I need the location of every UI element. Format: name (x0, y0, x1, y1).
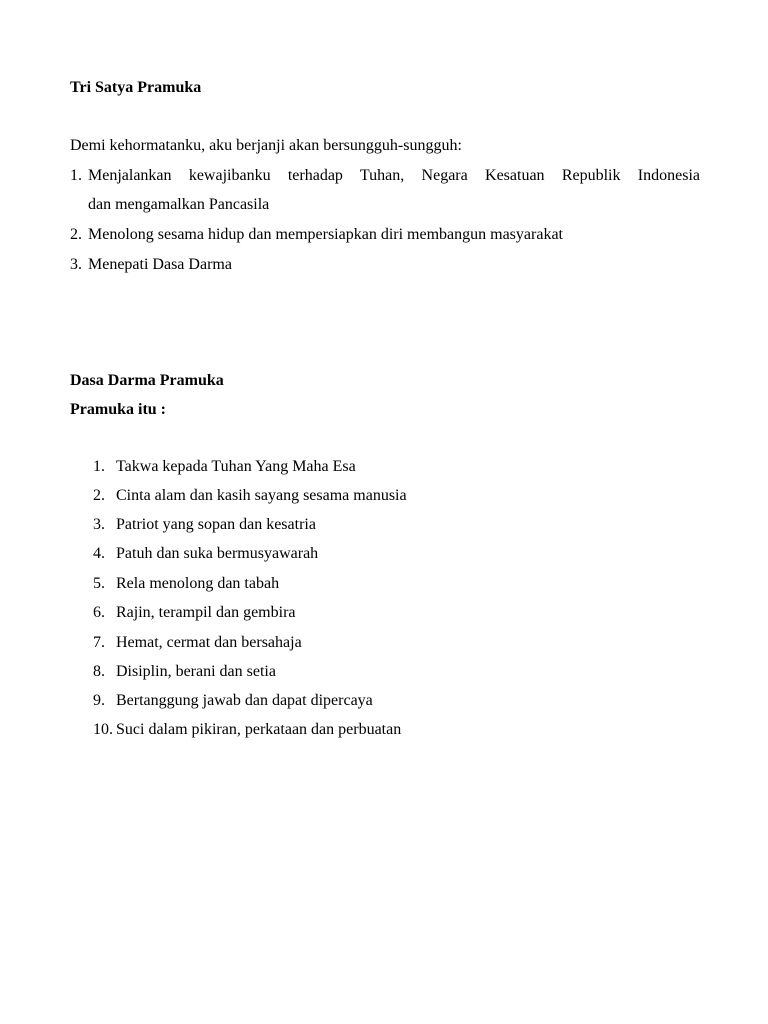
tri-satya-item-1-text: Menjalankan kewajibanku terhadap Tuhan, Negara Kesatuan Republik Indonesia (88, 167, 700, 184)
dasa-darma-item: Takwa kepada Tuhan Yang Maha Esa (116, 458, 356, 475)
dasa-darma-item: Rajin, terampil dan gembira (116, 604, 296, 621)
tri-satya-item-3-number: 3. (70, 256, 82, 273)
dasa-darma-item-number: 1. (93, 458, 105, 475)
dasa-darma-item-number: 6. (93, 604, 105, 621)
dasa-darma-subtitle: Pramuka itu : (70, 401, 166, 418)
tri-satya-item-2-text: Menolong sesama hidup dan mempersiapkan diri membangun masyarakat (88, 226, 563, 243)
dasa-darma-item: Cinta alam dan kasih sayang sesama manusia (116, 487, 407, 504)
dasa-darma-item-number: 10. (93, 721, 113, 738)
dasa-darma-item: Disiplin, berani dan setia (116, 663, 276, 680)
tri-satya-intro: Demi kehormatanku, aku berjanji akan bersungguh-sungguh: (70, 137, 462, 154)
dasa-darma-item-number: 7. (93, 634, 105, 651)
dasa-darma-item-number: 3. (93, 516, 105, 533)
dasa-darma-item: Patuh dan suka bermusyawarah (116, 545, 319, 562)
dasa-darma-item: Suci dalam pikiran, perkataan dan perbuatan (116, 721, 402, 738)
dasa-darma-title: Dasa Darma Pramuka (70, 372, 224, 389)
dasa-darma-item: Hemat, cermat dan bersahaja (116, 634, 302, 651)
dasa-darma-item: Bertanggung jawab dan dapat dipercaya (116, 692, 373, 709)
dasa-darma-item-number: 4. (93, 545, 105, 562)
tri-satya-item-3-text: Menepati Dasa Darma (88, 256, 232, 273)
dasa-darma-item: Rela menolong dan tabah (116, 575, 280, 592)
dasa-darma-item-number: 5. (93, 575, 105, 592)
tri-satya-item-2-number: 2. (70, 226, 82, 243)
dasa-darma-item: Patriot yang sopan dan kesatria (116, 516, 316, 533)
tri-satya-title: Tri Satya Pramuka (70, 79, 202, 96)
dasa-darma-item-number: 9. (93, 692, 105, 709)
dasa-darma-item-number: 2. (93, 487, 105, 504)
tri-satya-item-1-text-cont: dan mengamalkan Pancasila (88, 196, 270, 213)
tri-satya-item-1-number: 1. (70, 167, 82, 184)
dasa-darma-item-number: 8. (93, 663, 105, 680)
